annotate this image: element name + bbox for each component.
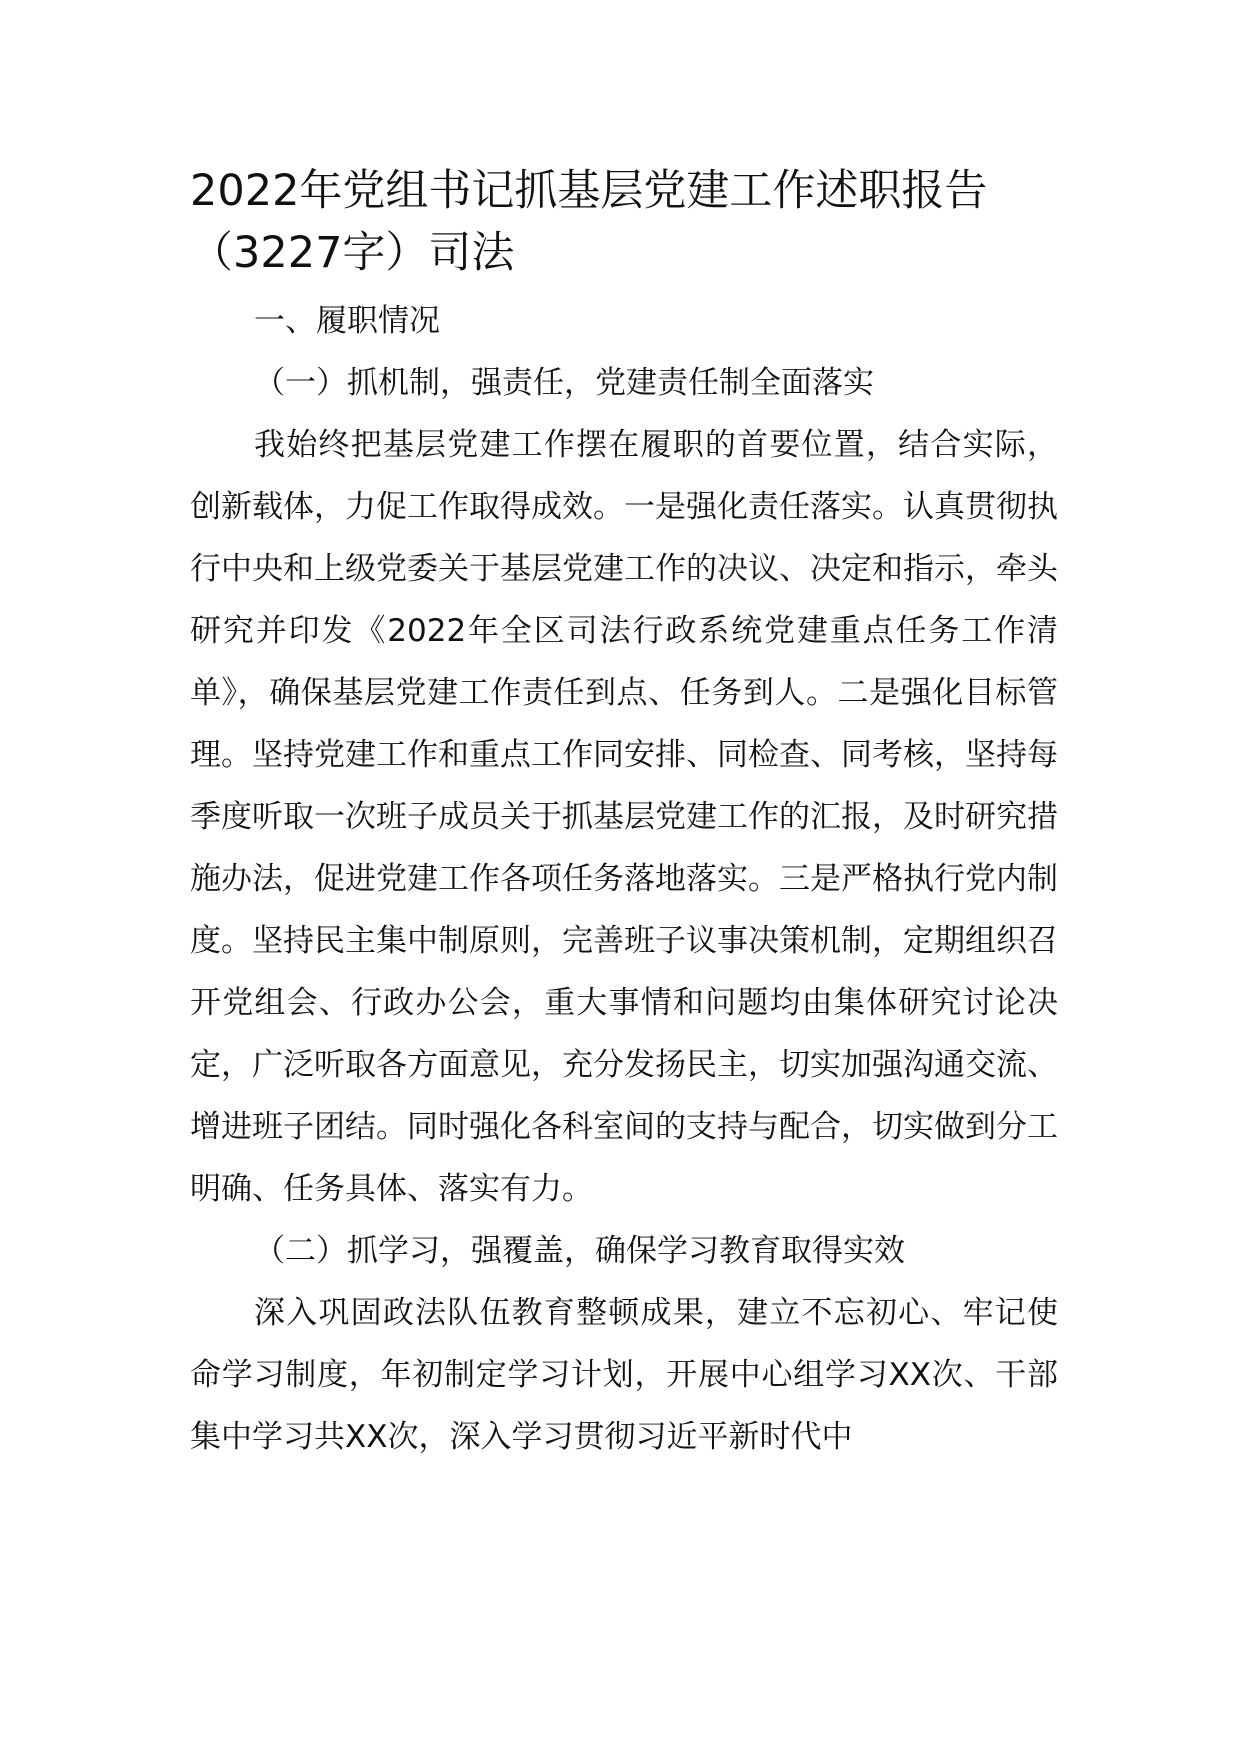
subsection-heading-1: （一）抓机制，强责任，党建责任制全面落实: [254, 365, 874, 401]
subsection-heading-2: （二）抓学习，强覆盖，确保学习教育取得实效: [254, 1233, 905, 1269]
title-line-1: 2022年党组书记抓基层党建工作述职报告: [190, 166, 988, 216]
document-title: [190, 160, 1058, 284]
section-heading-1: 一、履职情况: [254, 303, 440, 339]
body-paragraph-2: 深入巩固政法队伍教育整顿成果，建立不忘初心、牢记使命学习制度，年初制定学习计划，开展中心组学习XX次、干部集中学习共XX次，深入学习贯彻习近平新时代中: [190, 1295, 1058, 1455]
body-paragraph-1: 我始终把基层党建工作摆在履职的首要位置，结合实际，创新载体，力促工作取得成效。一是强化责任落实。认真贯彻执行中央和上级党委关于基层党建工作的决议、决定和指示，牵头研究并印发《2022年全区司法行政系统党建重点任务工作清单》，确保基层党建工作责任到点、任务到人。二是强化目标管理。坚持党建工作和重点工作同安排、同检查、同考核，坚持每季度听取一次班子成员关于抓基层党建工作的汇报，及时研究措施办法，促进党建工作各项任务落地落实。三是严格执行党内制度。坚持民主集中制原则，完善班子议事决策机制，定期组织召开党组会、行政办公会，重大事情和问题均由集体研究讨论决定，广泛听取各方面意见，充分发扬民主，切实加强沟通交流、增进班子团结。同时强化各科室间的支持与配合，切实做到分工明确、任务具体、落实有力。: [190, 427, 1058, 1207]
title-line-2: （3227字）司法: [190, 228, 515, 278]
document-page: [190, 160, 1058, 1468]
